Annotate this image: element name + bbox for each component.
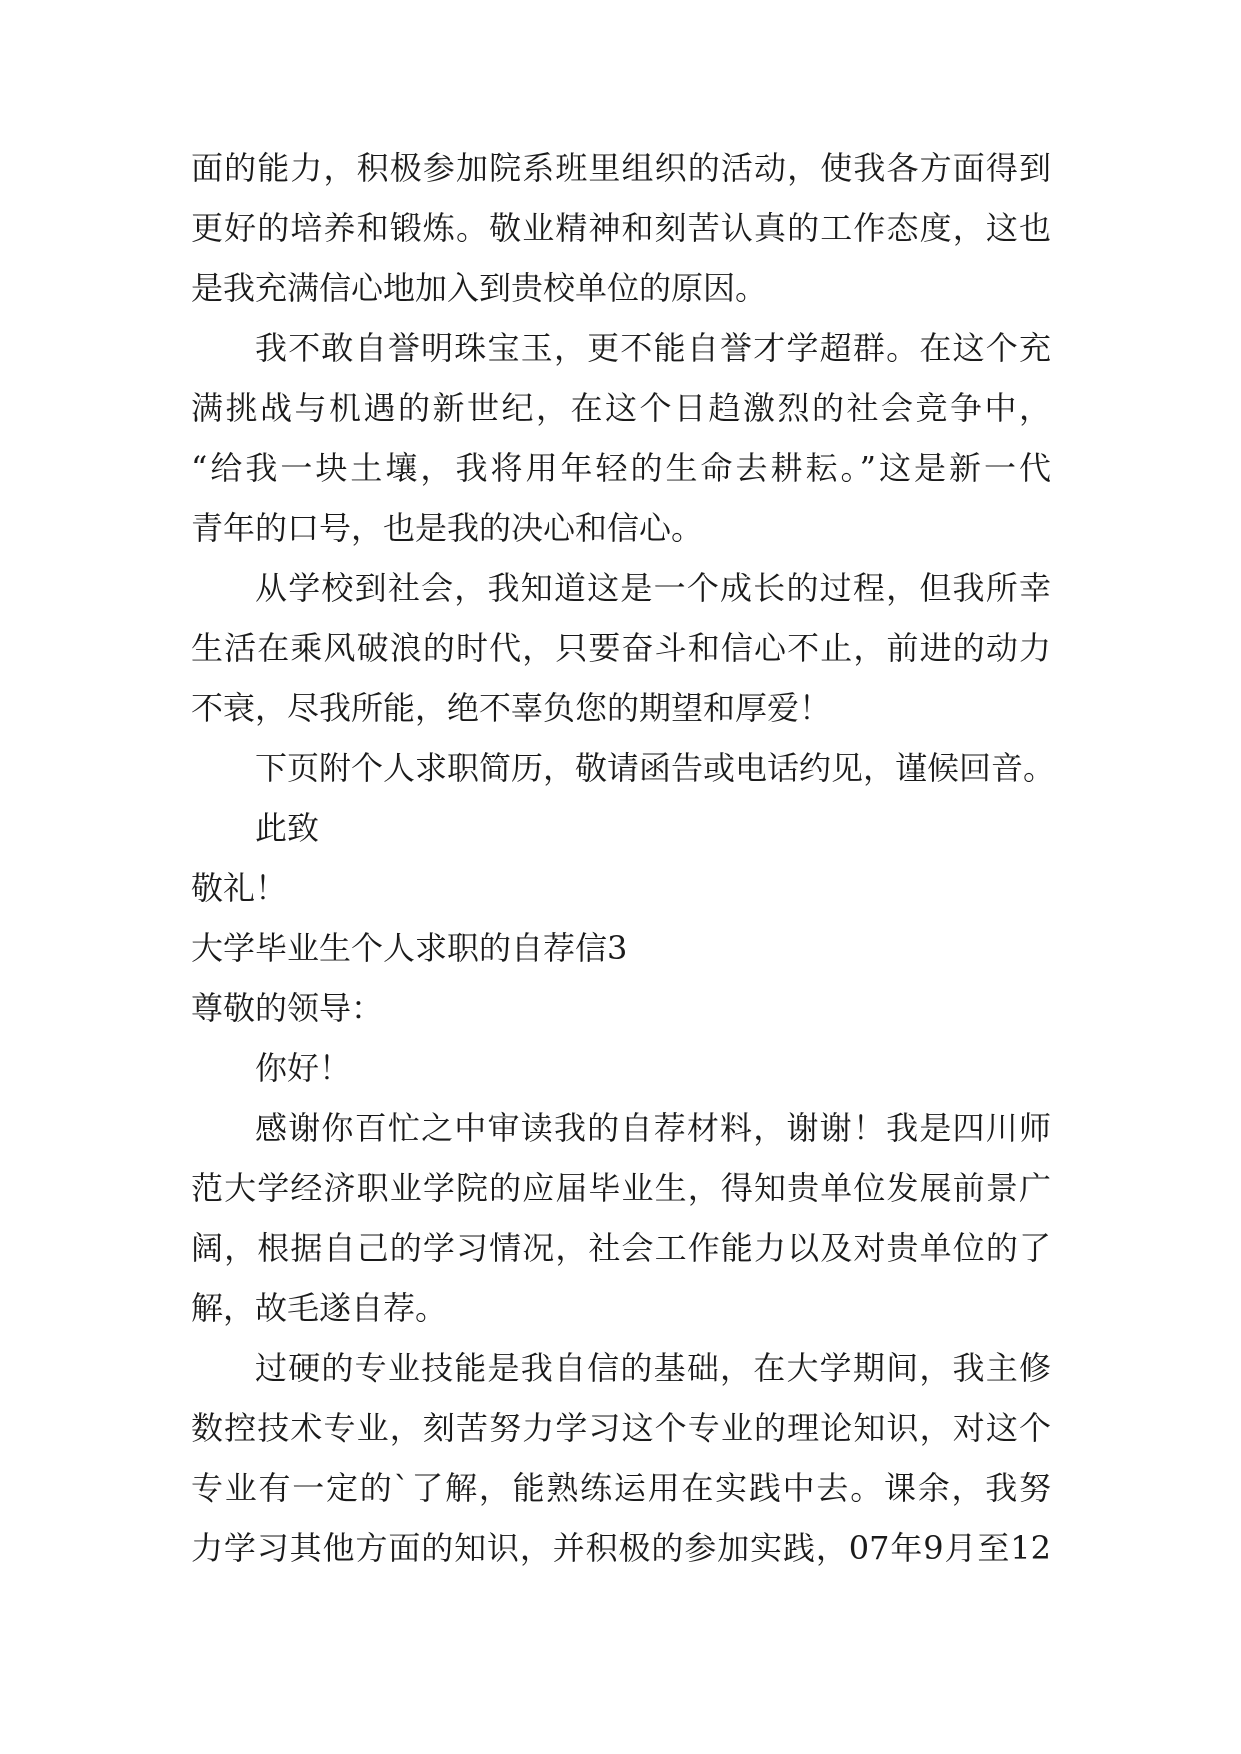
text-line: 更好的培养和锻炼。敬业精神和刻苦认真的工作态度，这也 [191, 209, 1051, 247]
text-line: 面的能力，积极参加院系班里组织的活动，使我各方面得到 [191, 149, 1051, 187]
text-line: 范大学经济职业学院的应届毕业生，得知贵单位发展前景广 [191, 1169, 1051, 1207]
text-line: 感谢你百忙之中审读我的自荐材料，谢谢！我是四川师 [255, 1109, 1051, 1147]
letter-greeting: 尊敬的领导： [191, 989, 384, 1027]
text-line: 下页附个人求职简历，敬请函告或电话约见，谨候回音。 [255, 749, 1056, 787]
text-line: 阔，根据自己的学习情况，社会工作能力以及对贵单位的了 [191, 1229, 1051, 1267]
letter-hello: 你好！ [255, 1049, 352, 1087]
text-line: 满挑战与机遇的新世纪，在这个日趋激烈的社会竞争中， [191, 389, 1051, 427]
text-line: 过硬的专业技能是我自信的基础，在大学期间，我主修 [255, 1349, 1051, 1387]
text-line: 解，故毛遂自荐。 [191, 1289, 448, 1327]
text-line: 力学习其他方面的知识，并积极的参加实践，07年9月至12 [191, 1529, 1051, 1567]
text-line: “给我一块土壤，我将用年轻的生命去耕耘。”这是新一代 [191, 449, 1051, 487]
text-line: 从学校到社会，我知道这是一个成长的过程，但我所幸 [255, 569, 1051, 607]
text-line: 数控技术专业，刻苦努力学习这个专业的理论知识，对这个 [191, 1409, 1051, 1447]
text-line: 我不敢自誉明珠宝玉，更不能自誉才学超群。在这个充 [255, 329, 1051, 367]
text-line: 专业有一定的`了解，能熟练运用在实践中去。课余，我努 [191, 1469, 1051, 1507]
text-line: 青年的口号，也是我的决心和信心。 [191, 509, 704, 547]
text-line: 生活在乘风破浪的时代，只要奋斗和信心不止，前进的动力 [191, 629, 1051, 667]
closing-regards: 敬礼！ [191, 869, 288, 907]
text-line: 是我充满信心地加入到贵校单位的原因。 [191, 269, 768, 307]
text-line: 不衰，尽我所能，绝不辜负您的期望和厚爱！ [191, 689, 832, 727]
section-title: 大学毕业生个人求职的自荐信3 [191, 929, 628, 967]
closing-salutation: 此致 [255, 809, 320, 847]
